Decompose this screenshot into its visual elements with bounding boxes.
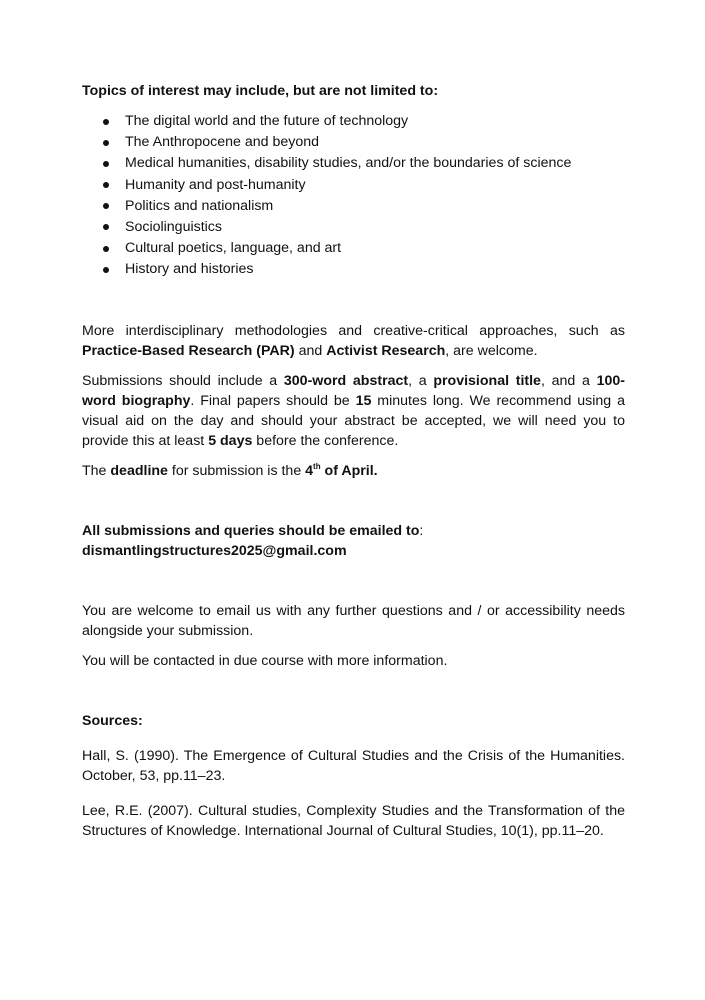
bullet-icon [103,267,109,273]
bullet-icon [103,246,109,252]
methodologies-paragraph: More interdisciplinary methodologies and creative-critical approaches, such as Practice-Based Research (PAR) and Activist Research, are welcome. [82,323,625,359]
bullet-icon [103,203,109,209]
contact-note-paragraph: You will be contacted in due course with more information. [82,653,448,669]
list-item: Medical humanities, disability studies, and/or the boundaries of science [82,153,625,174]
list-item: Politics and nationalism [82,196,625,217]
list-item: The digital world and the future of technology [82,111,625,132]
bullet-icon [103,119,109,125]
list-item: Sociolinguistics [82,217,625,238]
contact-email[interactable]: dismantlingstructures2025@gmail.com [82,543,347,559]
bullet-icon [103,140,109,146]
bullet-icon [103,161,109,167]
submissions-paragraph: Submissions should include a 300-word abstract, a provisional title, and a 100-word biography. Final papers should be 15 minutes long. We recommend using a visual aid on the day and should your abstract be accepted, we will need you to provide this at least 5 days before the conference. [82,373,625,449]
contact-instruction: All submissions and queries should be emailed to [82,523,420,539]
contact-block: All submissions and queries should be emailed to: dismantlingstructures2025@gmail.com [82,523,424,559]
bullet-icon [103,224,109,230]
list-item: History and histories [82,259,625,280]
bullet-icon [103,182,109,188]
deadline-paragraph: The deadline for submission is the 4th of April. [82,462,378,479]
list-item: The Anthropocene and beyond [82,132,625,153]
welcome-paragraph: You are welcome to email us with any further questions and / or accessibility needs alongside your submission. [82,603,625,639]
reference-item: Lee, R.E. (2007). Cultural studies, Complexity Studies and the Transformation of the Structures of Knowledge. International Journal of Cultural Studies, 10(1), pp.11–20. [82,803,625,839]
reference-item: Hall, S. (1990). The Emergence of Cultural Studies and the Crisis of the Humanities. October, 53, pp.11–23. [82,748,625,784]
topics-list [82,111,625,281]
sources-heading: Sources: [82,713,143,729]
list-item: Humanity and post-humanity [82,175,625,196]
topics-heading: Topics of interest may include, but are not limited to: [82,83,439,99]
list-item: Cultural poetics, language, and art [82,238,625,259]
